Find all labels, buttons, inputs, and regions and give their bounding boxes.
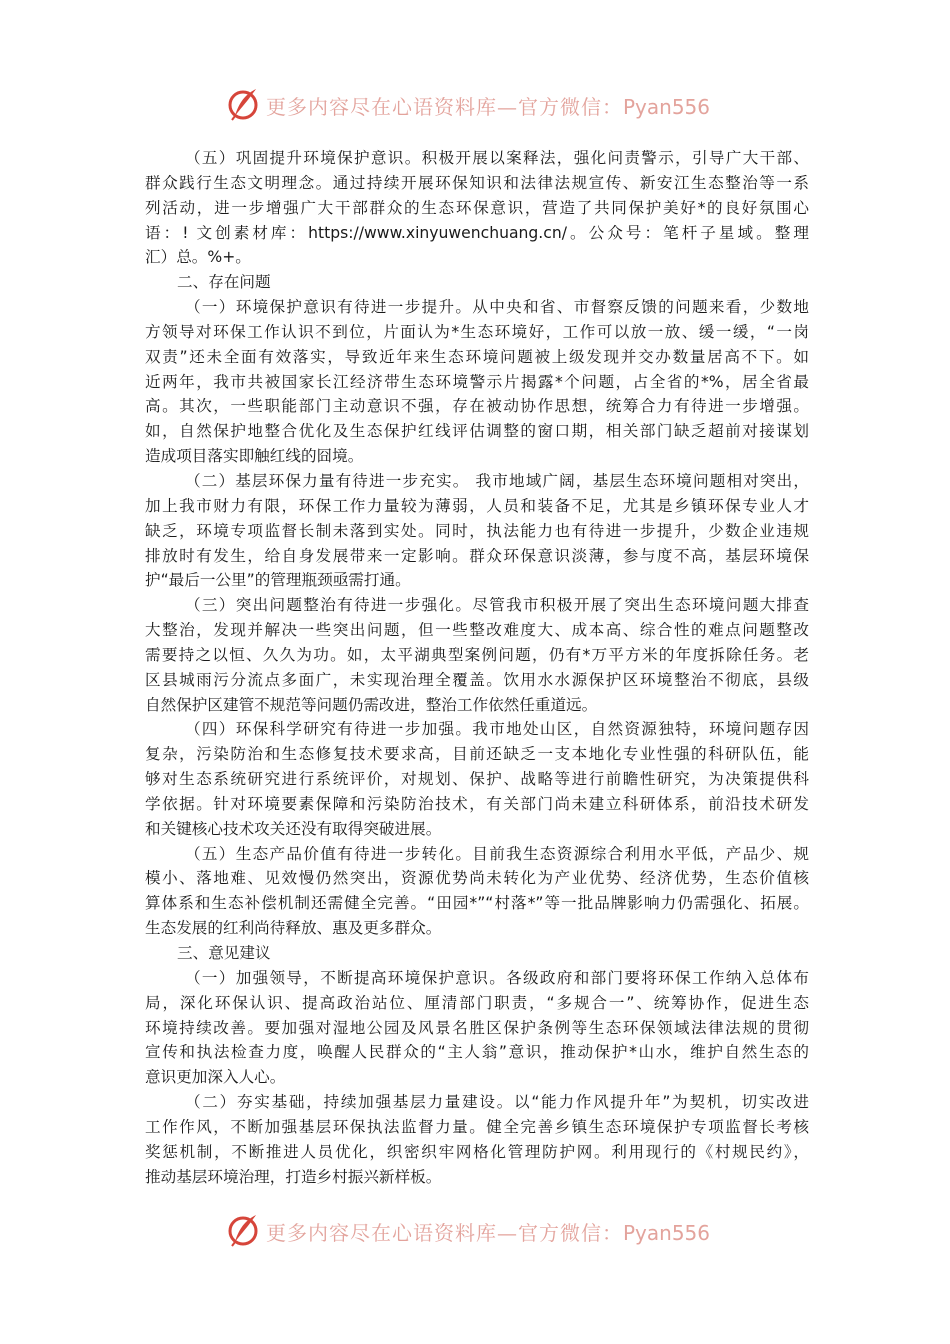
text-line: 需要持之以恒、久久为功。如，太平湖典型案例问题，仍有*万平方米的年度拆除任务。老	[145, 645, 809, 664]
text-line: 和关键核心技术攻关还没有取得突破进展。	[145, 819, 442, 838]
text-line: 学依据。针对环境要素保障和污染防治技术，有关部门尚未建立科研体系，前沿技术研发	[145, 794, 809, 813]
text-line: 双责”还未全面有效落实，导致近年来生态环境问题被上级发现并交办数量居高不下。如	[145, 347, 809, 366]
text-line: （二）基层环保力量有待进一步充实。 我市地域广阔，基层生态环境问题相对突出，	[185, 471, 809, 490]
text-line: （四）环保科学研究有待进一步加强。我市地处山区，自然资源独特，环境问题存因	[185, 720, 809, 739]
banner-wechat-id: Pyan556	[623, 1221, 711, 1245]
text-line: 二、存在问题	[177, 273, 271, 292]
text-line: 排放时有发生，给自身发展带来一定影响。群众环保意识淡薄，参与度不高，基层环境保	[145, 546, 809, 565]
banner-wechat-id: Pyan556	[623, 95, 711, 119]
text-line: 护“最后一公里”的管理瓶颈亟需打通。	[145, 571, 411, 590]
text-line: 方领导对环保工作认识不到位，片面认为*生态环境好，工作可以放一放、缓一缓，“一岗	[145, 322, 809, 341]
text-line: 环境持续改善。要加强对湿地公园及风景名胜区保护条例等生态环保领域法律法规的贯彻	[145, 1018, 809, 1037]
text-line: 局，深化环保认识、提高政治站位、厘清部门职责，“多规合一”、统筹协作，促进生态	[145, 993, 809, 1012]
text-line: 如，自然保护地整合优化及生态保护红线评估调整的窗口期，相关部门缺乏超前对接谋划	[145, 422, 809, 441]
text-line: （五）生态产品价值有待进一步转化。目前我生态资源综合利用水平低，产品少、规	[185, 844, 809, 863]
text-line: 自然保护区建管不规范等问题仍需改进，整治工作依然任重道远。	[145, 695, 598, 714]
banner-text: 更多内容尽在心语资料库—官方微信：Pyan556	[266, 1221, 711, 1245]
text-line: 高。其次，一些职能部门主动意识不强，存在被动协作思想，统筹合力有待进一步增强。	[145, 397, 809, 416]
text-line: （一）加强领导，不断提高环境保护意识。各级政府和部门要将环保工作纳入总体布	[185, 968, 809, 987]
text-line: 宣传和执法检查力度，唤醒人民群众的“主人翁”意识，推动保护*山水，维护自然生态的	[145, 1043, 809, 1062]
text-line: 语：! 文创素材库：https://www.xinyuwenchuang.cn/。公众号：笔杆子星域。整理	[145, 223, 809, 242]
text-line: 区县城雨污分流点多面广，未实现治理全覆盖。饮用水水源保护区环境整治不彻底，县级	[145, 670, 809, 689]
text-line: 复杂，污染防治和生态修复技术要求高，目前还缺乏一支本地化专业性强的科研队伍，能	[145, 745, 809, 764]
text-line: 意识更加深入人心。	[145, 1068, 286, 1087]
text-line: 工作作风，不断加强基层环保执法监督力量。健全完善乡镇生态环境保护专项监督长考核	[145, 1117, 809, 1136]
text-line: 列活动，进一步增强广大干部群众的生态环保意识，营造了共同保护美好*的良好氛围心	[145, 198, 809, 217]
feather-pen-logo-icon	[226, 1212, 262, 1248]
header-banner	[0, 84, 950, 124]
footer-banner	[0, 1210, 950, 1250]
text-line: 大整治，发现并解决一些突出问题，但一些整改难度大、成本高、综合性的难点问题整改	[145, 621, 809, 640]
text-line: 三、意见建议	[177, 944, 271, 962]
text-line: （二）夯实基础，持续加强基层力量建设。以“能力作风提升年”为契机，切实改进	[185, 1093, 809, 1112]
text-line: 缺乏，环境专项监督长制未落到实处。同时，执法能力也有待进一步提升，少数企业违规	[145, 521, 809, 540]
text-line: 造成项目落实即触红线的囧境。	[145, 447, 364, 466]
text-line: 推动基层环境治理，打造乡村振兴新样板。	[145, 1167, 442, 1186]
text-line: （五）巩固提升环境保护意识。积极开展以案释法，强化问责警示，引导广大干部、	[185, 149, 809, 167]
text-line: 加上我市财力有限，环保工作力量较为薄弱，人员和装备不足，尤其是乡镇环保专业人才	[145, 496, 809, 515]
text-line: 汇）总。%+。	[145, 248, 251, 267]
banner-text: 更多内容尽在心语资料库—官方微信：Pyan556	[266, 95, 711, 119]
text-line: （三）突出问题整治有待进一步强化。尽管我市积极开展了突出生态环境问题大排查	[185, 596, 809, 615]
text-line: 模小、落地难、见效慢仍然突出，资源优势尚未转化为产业优势、经济优势，生态价值核	[145, 869, 809, 888]
text-line: （一）环境保护意识有待进一步提升。从中央和省、市督察反馈的问题来看，少数地	[185, 298, 809, 317]
text-line: 奖惩机制，不断推进人员优化，织密织牢网格化管理防护网。利用现行的《村规民约》，	[145, 1142, 809, 1161]
feather-pen-logo-icon	[226, 86, 262, 122]
text-line: 生态发展的红利尚待释放、惠及更多群众。	[145, 919, 442, 938]
text-line: 群众践行生态文明理念。通过持续开展环保知识和法律法规宣传、新安江生态整治等一系	[145, 173, 809, 192]
text-line: 算体系和生态补偿机制还需健全完善。“田园*”“村落*”等一批品牌影响力仍需强化、拓展。	[145, 894, 809, 913]
text-line: 够对生态系统研究进行系统评价，对规划、保护、战略等进行前瞻性研究，为决策提供科	[145, 770, 809, 789]
document-body	[145, 146, 809, 1189]
text-line: 近两年，我市共被国家长江经济带生态环境警示片揭露*个问题，占全省的*%，居全省最	[145, 372, 809, 391]
